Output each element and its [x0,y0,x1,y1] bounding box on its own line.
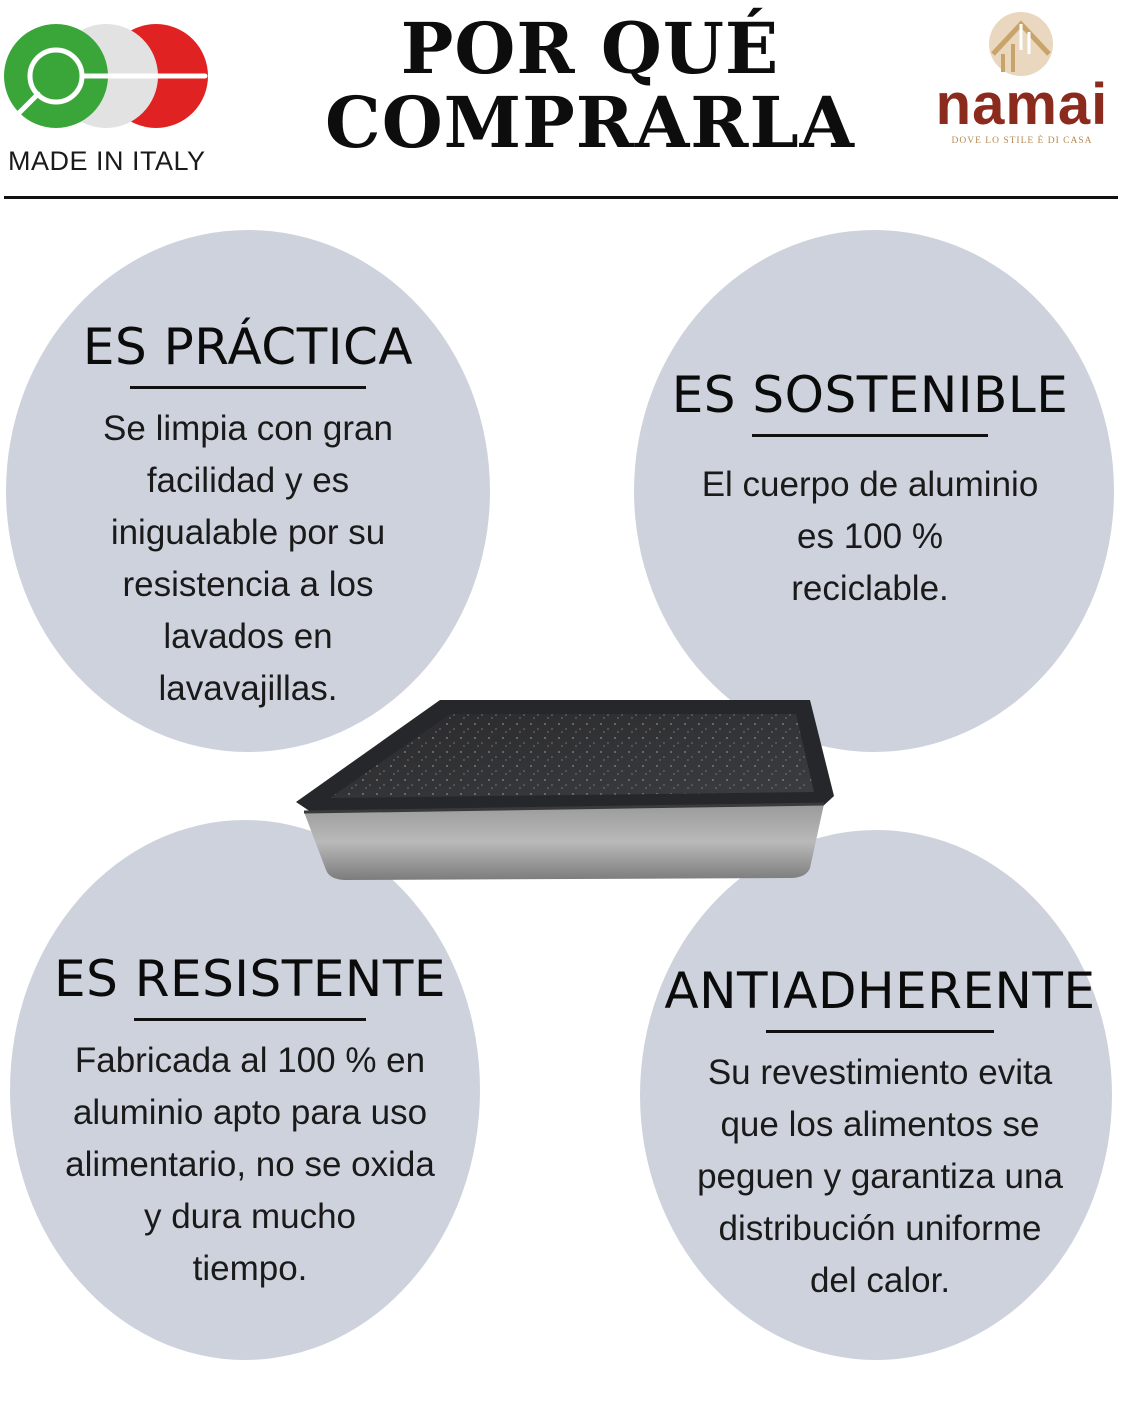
feature-description [650,459,1090,615]
feature-description [30,1035,470,1295]
feature-divider [134,1018,366,1021]
made-in-italy-badge [0,14,215,174]
feature-line: tiempo. [192,1249,308,1288]
feature-line: Fabricada al 100 % en [74,1041,426,1080]
brand-name: namai [935,72,1109,137]
feature-line: distribución uniforme [718,1209,1042,1248]
page-title [270,7,910,164]
feature-divider [130,386,366,389]
feature-line: Su revestimiento evita [707,1053,1053,1092]
feature-title: ES SOSTENIBLE [671,366,1069,424]
feature-practica [30,318,466,715]
feature-line: inigualable por su [110,513,386,552]
feature-antiadherente [660,962,1100,1307]
feature-line: del calor. [809,1261,951,1300]
feature-line: facilidad y es [146,461,350,500]
brand-tagline: DOVE LO STILE È DI CASA [951,136,1093,146]
feature-divider [766,1030,994,1033]
baking-tray-image [290,692,838,884]
feature-line: lavavajillas. [158,669,338,708]
feature-line: lavados en [163,617,333,656]
brand-logo [925,10,1115,160]
feature-line: resistencia a los [122,565,374,604]
page-title-line-1: POR QUÉ [400,7,780,90]
feature-title: ANTIADHERENTE [664,962,1096,1020]
italy-flag-circles-icon [0,14,215,144]
feature-line: alimentario, no se oxida [65,1145,435,1184]
page-title-line-2: COMPRARLA [324,81,855,164]
feature-divider [752,434,988,437]
feature-line: peguen y garantiza una [697,1157,1063,1196]
feature-line: es 100 % [797,517,943,556]
feature-line: Se limpia con gran [103,409,393,448]
feature-line: reciclable. [791,569,949,608]
namai-roof-logo-icon [985,10,1057,78]
feature-sostenible [650,366,1090,615]
feature-resistente [30,950,470,1295]
feature-title: ES RESISTENTE [54,950,446,1008]
feature-line: y dura mucho [143,1197,357,1236]
feature-description [660,1047,1100,1307]
header-divider [4,196,1118,199]
made-in-italy-label: MADE IN ITALY [8,146,206,176]
feature-title: ES PRÁCTICA [82,318,414,376]
feature-line: El cuerpo de aluminio [701,465,1039,504]
feature-description [30,403,466,715]
feature-line: aluminio apto para uso [72,1093,428,1132]
feature-line: que los alimentos se [720,1105,1040,1144]
